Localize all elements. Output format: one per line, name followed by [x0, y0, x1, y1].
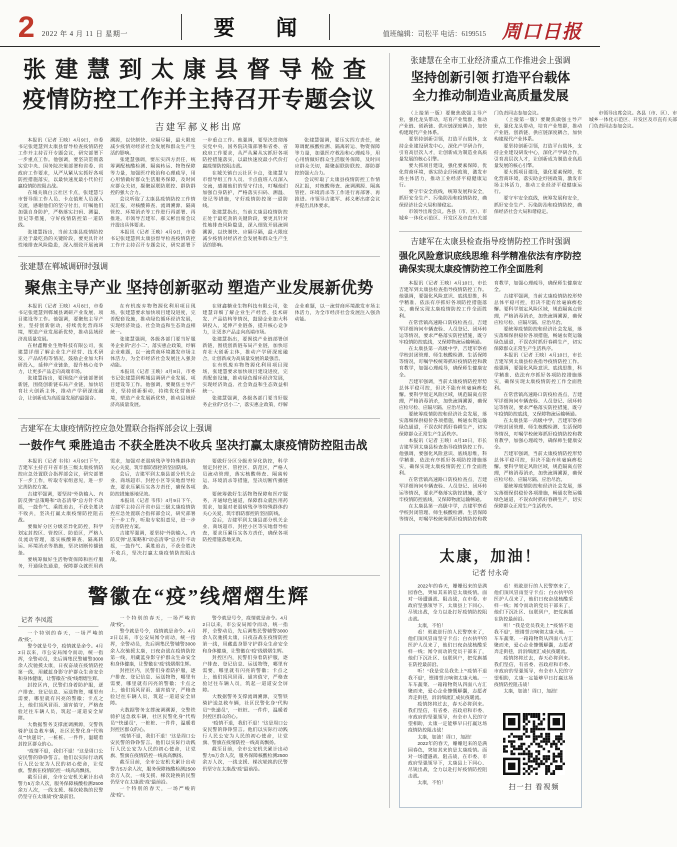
page-content	[0, 47, 677, 808]
body-paragraph: 看！勇敢逆行的人民警察来了，他们顶风冒雨坚守卡点；白衣执甲的医护人员来了，他们日夜奋战核酸采样一线；闻令而动的党员干部来了，他们下沉社区、包联到户，把党旗插在防控最前沿。	[494, 583, 573, 622]
body-paragraph: 在有机废弃物资源化利用项目现场，张建慧要求加快项目建设进度，完善配套设施，推动绿色循环经济发展，实现经济效益、社会效益和生态效益相统一。	[202, 362, 288, 395]
body-paragraph: 听！“我是党员我先上”“疫情不退我不退”，铿锵誓言响彻太康大地。一车车蔬菜、一箱箱物资从四面八方汇聚而来，爱心企业慷慨解囊，志愿者奔走街巷，涓涓细流汇成抗疫暖流。	[408, 668, 488, 701]
body-paragraph: 警令就是号令，疫情就是命令。4月2日以来，市公安局闻令而动，统一指挥，全警动员，先后调集民警辅警3000余人次驰援太康，日夜奋战在疫情防控第一线，用藏蓝身影守护群众生命安全和身体健康，让警徽在“疫”线熠熠生辉。	[202, 615, 288, 654]
qr-code-block	[499, 710, 569, 793]
body-paragraph: 张建慧指出，当前太康县疫情防控正处于最吃劲的关键阶段，要更具针对性地排查风险隐患，深入细致开展流调溯源，以快制快、应隔尽隔，最大限度减少疫情对经济社会发展和群众生产生活的影响。	[18, 137, 196, 248]
article-taikang-inspection	[18, 55, 380, 251]
body-paragraph: 封控区内，民警们身着防护服，逐户排查、登记信息、运送物资，哪里有需要，哪里就有闪亮的警徽；卡点之上，他们顶风冒雨、通宵值守，严格查验过往车辆人员，筑起一道道安全屏障。	[202, 654, 288, 694]
body-paragraph: 在城关镇白云社区卡点，张建慧与市督导组工作人员、卡点值班人员深入交流，感谢他们的坚守付出，叮嘱他们加强自身防护，严格落实扫码、测温、登记等措施，守好疫情防控第一道防线。	[202, 170, 288, 209]
body-paragraph: 封控区内，民警们身着防护服，逐户排查、登记信息、运送物资，哪里有需要，哪里就有闪亮的警徽；卡点之上，他们顶风冒雨、通宵值守，严格查验过往车辆人员，筑起一道道安全屏障。	[18, 682, 104, 721]
article-g-headline: 太康，加油！	[439, 549, 542, 565]
body-paragraph: 张建慧指出，当前太康县疫情防控正处于最吃劲的关键阶段，要更具针对性地排查风险隐患，深入细致开展流调溯源，以快制快、应隔尽隔，最大限度减少疫情对经济社会发展和群众生产生活的影响。	[202, 209, 288, 248]
body-paragraph: 太康，加油！周口，加油！	[503, 688, 561, 694]
body-paragraph: 吉建军强调，要坚持“外防输入、内防反弹”总策略和“动态清零”总方针不动摇，一鼓作气、乘胜追击，不获全胜决不收兵，坚决打赢太康疫情防控阻击战。	[110, 530, 196, 563]
article-f-body	[399, 280, 582, 528]
body-paragraph: 本报讯（记者 王映）4月8日，市委书记张建慧到郸城县调研产业发展、项目建设等工作。他强调，要聚焦主导产业，坚持创新驱动，持续优化营商环境，塑造产业发展新优势，推动县域经济高质量发展。	[110, 369, 196, 408]
article-mayor-inspection	[399, 236, 582, 528]
body-paragraph: 本报讯（记者 王映）4月10日，市长吉建军到太康县检查指导疫情防控工作。他强调，要强化风险意识、底线思维，科学精准、依法有序抓好各项防控措施落实，确保实现太康疫情防控工作全面胜利。	[399, 280, 488, 319]
horizontal-rule	[18, 575, 380, 576]
article-command-meeting	[18, 423, 380, 570]
article-b-body	[18, 303, 380, 413]
article-f-headline-line1: 强化风险意识底线思维 科学精准依法有序防控	[399, 251, 582, 261]
article-g-byline: 记者 付永奇	[472, 569, 509, 577]
body-paragraph: 警令就是号令，疫情就是命令。4月2日以来，市公安局闻令而动，统一指挥，全警动员，先后调集民警辅警3000余人次驰援太康，日夜奋战在疫情防控第一线，用藏蓝身影守护群众生命安全和身体健康，让警徽在“疫”线熠熠生辉。	[18, 643, 104, 682]
body-paragraph: 本报讯（记者 王映）4月8日，市委书记张建慧到郸城县调研产业发展、项目建设等工作。他强调，要聚焦主导产业，坚持创新驱动，持续优化营商环境，塑造产业发展新优势，推动县域经济高质量发展。	[18, 303, 104, 342]
divider-bar-icon	[181, 14, 182, 40]
body-paragraph: 本报讯（记者 王映）4月9日，市委书记张建慧到太康县督导检查疫情防控工作并主持召开专题会议，研究部署下一步重点工作。他强调，要坚决贯彻落实党中央、国务院决策部署和省委、省政府工作要求，从严从紧从实抓好各项防控措施落实，以最快速度最小代价打赢疫情防控阻击战。	[110, 137, 288, 248]
article-e-headline-line2: 全力推动制造业高质量发展	[412, 88, 569, 103]
article-b-kicker: 张建慧在郸城调研时强调	[20, 262, 108, 271]
header-right	[383, 22, 582, 42]
editor-line: 值班编辑：司松平 电话：6199515	[382, 30, 486, 38]
section-title: 要 闻	[213, 16, 315, 40]
page-header	[0, 0, 600, 47]
body-paragraph: “疫情不退，我们不退！”这是周口公安民警的铮铮誓言。他们以实际行动践行人民公安为人民的初心使命，让党旗、警旗在疫情防控一线高高飘扬。	[18, 748, 104, 774]
horizontal-rule	[18, 418, 380, 419]
body-paragraph: 2022年的春天，姗姗迟来的是满园春色，突如其来的是太康疫情。面对一场遭遇战、阻击战，在市委、市政府坚强领导下，太康县上下同心、尽锐出战，全力以赴打好疫情防控阻击战。	[408, 583, 488, 622]
body-paragraph: 本报讯（记者 王映）4月9日，市委书记张建慧到太康县督导检查疫情防控工作并主持召开专题会议，研究部署下一步重点工作。他强调，要坚决贯彻落实党中央、国务院决策部署和省委、省政府工作要求，从严从紧从实抓好各项防控措施落实，以最快速度最小代价打赢疫情防控阻击战。	[18, 137, 104, 189]
body-paragraph: “疫情不退，我们不退！”这是周口公安民警的铮铮誓言。他们以实际行动践行人民公安为人民的初心使命，让党旗、警旗在疫情防控一线高高飘扬。	[202, 720, 288, 746]
horizontal-rule	[399, 231, 582, 232]
body-paragraph: 一个特别的春天，一场严峻的战“疫”。	[110, 615, 196, 628]
article-f-kicker: 吉建军在太康县检查指导疫情防控工作时强调	[410, 237, 571, 246]
byline-rule	[18, 626, 98, 627]
body-paragraph: 截至目前，全市公安机关累计出动警力5万余人次，服务保障核酸检测2500余万人次，一线支援、梯次轮换的民警仍坚守在太康战“疫”最前沿。	[110, 759, 196, 785]
body-paragraph: 会后，吉建军到太康县部分机关企业、商场超市、封控小区等实地督导检查，要求压紧压实各方责任，确保各项防控措施落地见效。	[202, 517, 288, 543]
divider-bar-icon	[329, 14, 330, 40]
body-paragraph: 一个特别的春天，一场严峻的战“疫”。	[110, 785, 196, 798]
body-paragraph: 要统筹疫情防控和经济社会发展，落实落细保供稳价各项措施，畅通农资运输绿色通道，不误农时抓好春耕生产，切实保障群众正常生产生活秩序。	[494, 483, 582, 509]
right-column-group	[389, 53, 677, 808]
article-industry-meeting	[399, 55, 677, 226]
body-paragraph: 在常营镇高速路口防疫检查点，吉建军详细询问车辆查验、人员登记、闭环转运等情况，要求严格落实防控措施，既守牢疫情防控底线，又保障物流运输畅通。	[399, 477, 488, 503]
body-paragraph: 太康，不怕！	[417, 622, 447, 629]
article-f-headline-line2: 确保实现太康疫情防控工作全面胜利	[399, 264, 544, 274]
body-paragraph: 吉建军强调，当前太康疫情防控形势总体平稳可控，但决不能有丝毫麻痹松懈。要科学划定风险区域，规范隔离点管理，严格消毒消杀，加快流调溯源，确保应检尽检、应隔尽隔、应治尽治。	[399, 378, 488, 411]
body-paragraph: 截至目前，全市公安机关累计出动警力5万余人次，服务保障核酸检测2500余万人次，一线支援、梯次轮换的民警仍坚守在太康战“疫”最前沿。	[18, 774, 104, 800]
body-paragraph: 张建慧强调，各级各部门要当好服务企业的“店小二”，落实惠企政策，纾解企业难题，以一流营商环境激发市场主体活力，为全市经济社会发展注入强劲动能。	[110, 336, 196, 368]
article-a-subtitle: 吉建军郝义彬出席	[155, 122, 244, 132]
article-a-body	[18, 137, 380, 251]
body-paragraph: 吉建军强调，当前太康疫情防控形势总体平稳可控，但决不能有丝毫麻痹松懈。要科学划定风险区域，规范隔离点管理，严格消毒消杀，加快流调溯源，确保应检尽检、应隔尽隔、应治尽治。	[494, 450, 582, 483]
body-paragraph: 在太康县第一高级中学，吉建军察看学校封闭管理、师生核酸检测、生活保障等情况，叮嘱学校统筹抓好疫情防控和教育教学，加强心理疏导，确保师生健康安全。	[399, 346, 488, 378]
body-paragraph: 要大抓项目建设，强化要素保障，优化营商环境，落实助企纾困政策，激发市场主体活力，推动工业经济平稳健康运行。	[494, 169, 582, 195]
section-title-wrap	[181, 12, 330, 42]
masthead-logo: 周口日报	[501, 21, 582, 43]
body-paragraph: 张建慧指出，要围绕产业链部署创新链，围绕创新链布局产业链，加快培育壮大创新主体，推动产学研深度融合，让创新成为高质量发展的最强音。	[202, 336, 288, 362]
article-e-body	[399, 110, 677, 226]
article-police-badge	[18, 580, 380, 807]
article-b-headline: 聚焦主导产业 坚持创新驱动 塑造产业发展新优势	[24, 280, 374, 297]
body-paragraph: 在常营镇高速路口防疫检查点，吉建军详细询问车辆查验、人员登记、闭环转运等情况，要求严格落实防控措施，既守牢疫情防控底线，又保障物流运输畅通。	[399, 319, 488, 345]
article-e-headline-line1: 坚持创新引领 打造平台载体	[410, 70, 571, 85]
body-paragraph: 2022年的春天，姗姗迟来的是满园春色，突如其来的是太康疫情。面对一场遭遇战、阻击战，在市委、市政府坚强领导下，太康县上下同心、尽锐出战，全力以赴打好疫情防控阻击战。	[408, 740, 488, 780]
body-paragraph: 要守牢安全底线，统筹发展和安全，抓好安全生产、污染防治和疫情防控，确保经济社会大局和谐稳定。	[494, 195, 582, 215]
body-paragraph: 要坚持创新引领，打造平台载体，支持企业建设研发中心，深化产学研合作，引育高层次人才，让创新成为制造业高质量发展的核心引擎。	[494, 143, 582, 169]
body-paragraph: 在太康县第一高级中学，吉建军察看学校封闭管理、师生核酸检测、生活保障等情况，叮嘱学校统筹抓好疫情防控和教育教学，加强心理疏导，确保师生健康安全。	[399, 280, 582, 522]
body-paragraph: 要统筹疫情防控和经济社会发展，落实落细保供稳价各项措施，畅通农资运输绿色通道，不误农时抓好春耕生产，切实保障群众正常生产生活秩序。	[494, 326, 582, 352]
article-taikang-jiayou-box	[399, 534, 582, 808]
body-paragraph: 警令就是号令，疫情就是命令。4月2日以来，市公安局闻令而动，统一指挥，全警动员，先后调集民警辅警3000余人次驰援太康，日夜奋战在疫情防控第一线，用藏蓝身影守护群众生命安全和身体健康，让警徽在“疫”线熠熠生辉。	[110, 628, 196, 667]
body-paragraph: 本报讯（记者 王映）4月10日，市长吉建军到太康县检查指导疫情防控工作。他强调，要强化风险意识、底线思维，科学精准、依法有序抓好各项防控措施落实，确保实现太康疫情防控工作全面胜利。	[399, 437, 488, 477]
article-c-body	[18, 458, 380, 570]
body-paragraph: 要统筹疫情防控和经济社会发展，落实落细保供稳价各项措施，畅通农资运输绿色通道，不误农时抓好春耕生产，切实保障群众正常生产生活秩序。	[399, 411, 488, 437]
article-d-body	[18, 615, 380, 807]
body-paragraph: 在常营镇高速路口防疫检查点，吉建军详细询问车辆查验、人员登记、闭环转运等情况，要求严格落实防控措施，既守牢疫情防控底线，又保障物流运输畅通。	[494, 391, 582, 418]
body-paragraph: 要守牢安全底线，统筹发展和安全，抓好安全生产、污染防治和疫情防控，确保经济社会大局和谐稳定。	[399, 189, 488, 208]
body-paragraph: 一个特别的春天，一场严峻的战“疫”。	[18, 630, 104, 643]
article-d-byline: 记者 李凤霞	[21, 616, 53, 624]
body-paragraph: 在财鑫糖业生物科技有限公司，张建慧详细了解企业生产经营、技术研发、产品结构等情况，鼓励企业加大科研投入，延伸产业链条，提升核心竞争力，让更多产品走向高端市场。	[202, 303, 288, 336]
article-c-kicker: 吉建军在太康疫情防控应急处置联合指挥部会议上强调	[20, 424, 212, 433]
article-a-headline-line1: 张建慧到太康县督导检查	[23, 57, 375, 82]
body-paragraph: 要大抓项目建设，强化要素保障，优化营商环境，落实助企纾困政策，激发市场主体活力，推动工业经济平稳健康运行。	[399, 162, 488, 189]
body-paragraph: 张建慧指出，要围绕产业链部署创新链，围绕创新链布局产业链，加快培育壮大创新主体，推动产学研深度融合，让创新成为高质量发展的最强音。	[18, 375, 104, 401]
body-paragraph: 会议听取了太康县疫情防控工作情况汇报，对核酸筛查、流调溯源、隔离管控、环境消杀等工作进行再部署、再推进。市领导吉建军、郝义彬出席会议并提出具体要求。	[110, 196, 196, 229]
body-paragraph: 看！勇敢逆行的人民警察来了，他们顶风冒雨坚守卡点；白衣执甲的医护人员来了，他们日夜奋战核酸采样一线；闻令而动的党员干部来了，他们下沉社区、包联到户，把党旗插在防控最前沿。	[408, 629, 488, 668]
body-paragraph: 本报讯（记者 王映）4月10日，市长吉建军到太康县检查指导疫情防控工作。他强调，要强化风险意识、底线思维，科学精准、依法有序抓好各项防控措施落实，确保实现太康疫情防控工作全面胜利。	[494, 352, 582, 391]
body-paragraph: 在城关镇白云社区卡点，张建慧与市督导组工作人员、卡点值班人员深入交流，感谢他们的坚守付出，叮嘱他们加强自身防护，严格落实扫码、测温、登记等措施，守好疫情防控第一道防线。	[18, 189, 104, 229]
horizontal-rule	[18, 256, 380, 257]
body-paragraph: 在财鑫糖业生物科技有限公司，张建慧详细了解企业生产经营、技术研发、产品结构等情况，鼓励企业加大科研投入，延伸产业链条，提升核心竞争力，让更多产品走向高端市场。	[18, 342, 104, 375]
body-paragraph: 要做好分区分级差异化防控，科学划定封控区、管控区、防范区，严格人员流动管理，落实核酸筛查、隔离转运、环境消杀等措施，坚决切断传播链条。	[202, 458, 288, 491]
qr-code	[503, 713, 565, 775]
body-paragraph: 张建慧强调，要压实四方责任，统筹调配核酸检测、隔离转运、物资保障等力量，加强医疗救治和心理疏导，用心用情做好群众生活服务保障，及时回应群众关切，凝聚起联防联控、群防群控的强大合力。	[110, 157, 196, 196]
body-paragraph: 封控区内，民警们身着防护服，逐户排查、登记信息、运送物资，哪里有需要，哪里就有闪亮的警徽；卡点之上，他们顶风冒雨、通宵值守，严格查验过往车辆人员，筑起一道道安全屏障。	[110, 667, 196, 707]
body-paragraph: 大数据警务支撑流调溯源，交警铁骑护送急救车辆，社区民警化身“代购员”“快递员”，一桩桩、一件件，温暖着封控区群众的心。	[18, 722, 104, 748]
body-paragraph: 会议听取了太康县疫情防控工作情况汇报，对核酸筛查、流调溯源、隔离管控、环境消杀等工作进行再部署、再推进。市领导吉建军、郝义彬出席会议并提出具体要求。	[294, 176, 380, 209]
body-paragraph: 要统筹做好生活物资保障和医疗服务，开通绿色通道，保障群众就医用药需求，加强对老弱病残孕等特殊群体的关心关爱，筑牢群防群控的坚固防线。	[202, 491, 288, 517]
left-column-group	[18, 53, 389, 808]
body-paragraph: 在有机废弃物资源化利用项目现场，张建慧要求加快项目建设进度，完善配套设施，推动绿色循环经济发展，实现经济效益、社会效益和生态效益相统一。	[110, 303, 196, 336]
qr-caption: 扫一扫 看视频	[508, 783, 560, 791]
body-paragraph: 在太康县第一高级中学，吉建军察看学校封闭管理、师生核酸检测、生活保障等情况，叮嘱学校统筹抓好疫情防控和教育教学，加强心理疏导，确保师生健康安全。	[494, 418, 582, 450]
body-paragraph: 本报讯（记者 韦伟）4月9日下午，吉建军主持召开省市县三级太康疫情防控应急处置联合指挥部会议，研究部署下一步工作，听取专家组意见，进一步完善防控方案。	[110, 497, 196, 530]
body-paragraph: 会后，吉建军到太康县部分机关企业、商场超市、封控小区等实地督导检查，要求压紧压实各方责任，确保各项防控措施落地见效。	[110, 471, 196, 497]
body-paragraph: 要做好分区分级差异化防控，科学划定封控区、管控区、防范区，严格人员流动管理，落实核酸筛查、隔离转运、环境消杀等措施，坚决切断传播链条。	[18, 524, 104, 556]
body-paragraph: 本报讯（记者 韦伟）4月9日下午，吉建军主持召开省市县三级太康疫情防控应急处置联合指挥部会议，研究部署下一步工作，听取专家组意见，进一步完善防控方案。	[18, 458, 104, 491]
page-number: 2	[18, 11, 35, 44]
body-paragraph: 要统筹做好生活物资保障和医疗服务，开通绿色通道，保障群众就医用药需求，加强对老弱病残孕等特殊群体的关心关爱，筑牢群防群控的坚固防线。	[18, 458, 196, 569]
body-paragraph: 要坚持创新引领，打造平台载体，支持企业建设研发中心，深化产学研合作，引育高层次人才，让创新成为制造业高质量发展的核心引擎。	[399, 136, 488, 162]
date-line: 2022 年 4 月 11 日 星期一	[41, 30, 128, 38]
body-paragraph: 张建慧强调，要压实四方责任，统筹调配核酸检测、隔离转运、物资保障等力量，加强医疗救治和心理疏导，用心用情做好群众生活服务保障，及时回应群众关切，凝聚起联防联控、群防群控的强大合力。	[294, 137, 380, 176]
body-paragraph: 太康，不怕！	[417, 780, 447, 786]
body-paragraph: 太康，加油！周口，加油！	[417, 734, 475, 740]
header-left	[18, 11, 128, 44]
body-paragraph: 市领导出席会议。各县（市、区）、市城乡一体化示范区、开发区及市直有关部门负责同志参加会议。	[399, 110, 542, 221]
body-paragraph: （上接第一版）要聚焦做强主导产业，强化龙头带动，培育产业集群，推动产业链、创新链、供应链深度耦合，加快构建现代产业体系。	[399, 110, 488, 136]
article-dancheng-research	[18, 261, 380, 413]
body-paragraph: （上接第一版）要聚焦做强主导产业，强化龙头带动，培育产业集群，推动产业链、创新链、供应链深度耦合，加快构建现代产业体系。	[494, 117, 582, 143]
article-e-kicker: 张建慧在全市工业经济重点工作推进会上强调	[410, 56, 571, 65]
body-paragraph: “疫情不退，我们不退！”这是周口公安民警的铮铮誓言。他们以实际行动践行人民公安为人民的初心使命，让党旗、警旗在疫情防控一线高高飘扬。	[110, 733, 196, 759]
article-d-headline: 警徽在“疫”线熠熠生辉	[88, 586, 310, 608]
body-paragraph: 大数据警务支撑流调溯源，交警铁骑护送急救车辆，社区民警化身“代购员”“快递员”，一桩桩、一件件，温暖着封控区群众的心。	[110, 707, 196, 733]
body-paragraph: 张建慧强调，各级各部门要当好服务企业的“店小二”，落实惠企政策，纾解企业难题，以一流营商环境激发市场主体活力，为全市经济社会发展注入强劲动能。	[202, 303, 380, 408]
body-paragraph: 疫情终将过去，春天必将到来。我们坚信，有省委、省政府和市委、市政府的坚强领导，有全市人民的守望相助，太康一定能够早日打赢这场疫情防控阻击战！	[408, 701, 488, 734]
body-paragraph: 疫情终将过去，春天必将到来。我们坚信，有省委、省政府和市委、市政府的坚强领导，有全市人民的守望相助，太康一定能够早日打赢这场疫情防控阻击战！	[494, 655, 573, 688]
article-c-headline: 一鼓作气 乘胜追击 不获全胜决不收兵 坚决打赢太康疫情防控阻击战	[19, 440, 368, 452]
article-a-headline-line2: 疫情防控工作并主持召开专题会议	[22, 87, 376, 112]
body-paragraph: 大数据警务支撑流调溯源，交警铁骑护送急救车辆，社区民警化身“代购员”“快递员”，一桩桩、一件件，温暖着封控区群众的心。	[202, 694, 288, 720]
body-paragraph: 截至目前，全市公安机关累计出动警力5万余人次，服务保障核酸检测2500余万人次，一线支援、梯次轮换的民警仍坚守在太康战“疫”最前沿。	[202, 746, 288, 772]
body-paragraph: 市领导出席会议。各县（市、区）、市城乡一体化示范区、开发区及市直有关部门负责同志参加会议。	[589, 110, 677, 130]
body-paragraph: 吉建军强调，要坚持“外防输入、内防反弹”总策略和“动态清零”总方针不动摇，一鼓作气、乘胜追击，不获全胜决不收兵，坚决打赢太康疫情防控阻击战。	[18, 491, 104, 523]
body-paragraph: 吉建军强调，当前太康疫情防控形势总体平稳可控，但决不能有丝毫麻痹松懈。要科学划定风险区域，规范隔离点管理，严格消毒消杀，加快流调溯源，确保应检尽检、应隔尽隔、应治尽治。	[494, 293, 582, 326]
body-paragraph: 听！“我是党员我先上”“疫情不退我不退”，铿锵誓言响彻太康大地。一车车蔬菜、一箱箱物资从四面八方汇聚而来，爱心企业慷慨解囊，志愿者奔走街巷，涓涓细流汇成抗疫暖流。	[494, 622, 573, 655]
